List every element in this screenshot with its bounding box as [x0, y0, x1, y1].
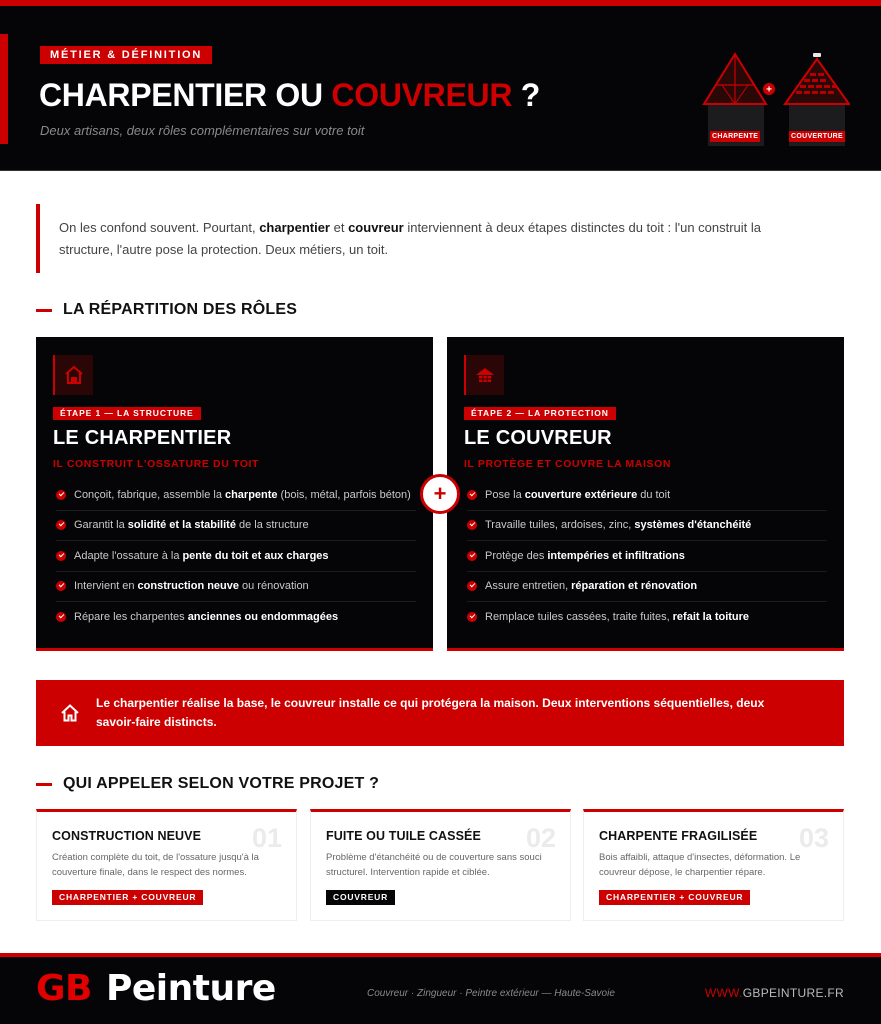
check-icon	[56, 612, 66, 622]
url-prefix: WWW.	[704, 986, 743, 1000]
role-list	[467, 480, 827, 633]
website-link[interactable]	[705, 986, 844, 1000]
intro-text: et	[330, 220, 349, 235]
role-tagline: IL CONSTRUIT L'OSSATURE DU TOIT	[53, 458, 260, 470]
list-item	[56, 480, 416, 511]
item-bold: réparation et rénovation	[571, 580, 698, 593]
section-dash	[36, 309, 52, 312]
role-card-charpentier	[36, 337, 433, 651]
plus-icon: +	[420, 474, 460, 514]
step-badge: ÉTAPE 2 — LA PROTECTION	[464, 407, 616, 420]
item-text: Intervient en	[74, 580, 135, 593]
item-text: Adapte l'ossature à la	[74, 549, 180, 562]
project-number: 01	[251, 823, 282, 853]
item-text: (bois, métal, parfois béton)	[280, 488, 411, 501]
home-outline-icon	[60, 703, 80, 723]
project-description: Problème d'étanchéité ou de couverture sans souci structurel. Intervention rapide et ciblée.	[326, 852, 542, 878]
check-icon	[56, 551, 66, 561]
intro-text: interviennent à deux étapes distinctes du toit : l'un construit la structure, l'autre pose la protection. Deux métiers, un toit.	[59, 220, 762, 257]
charpente-label: CHARPENTE	[712, 133, 759, 140]
item-text: ou rénovation	[242, 580, 309, 593]
step-badge: ÉTAPE 1 — LA STRUCTURE	[53, 407, 201, 420]
item-bold: anciennes ou endommagées	[187, 611, 339, 624]
item-bold: couverture extérieure	[524, 488, 638, 501]
item-text: Garantit la	[74, 519, 125, 532]
item-text: Pose la	[485, 488, 522, 501]
list-item	[56, 572, 416, 603]
check-icon	[467, 520, 477, 530]
list-item	[467, 541, 827, 572]
check-icon	[467, 490, 477, 500]
item-bold: solidité et la stabilité	[127, 519, 236, 532]
item-text: du toit	[640, 488, 671, 501]
list-item	[56, 511, 416, 542]
item-bold: systèmes d'étanchéité	[634, 519, 752, 532]
section-dash	[36, 783, 52, 786]
url-domain: GBPEINTURE.FR	[742, 986, 844, 1000]
project-card-construction	[36, 809, 297, 921]
house-garage-icon	[53, 355, 93, 395]
intro-paragraph	[36, 204, 796, 273]
section-title-text: QUI APPELER SELON VOTRE PROJET ?	[63, 775, 380, 792]
check-icon	[56, 581, 66, 591]
summary-banner	[36, 680, 844, 746]
check-icon	[467, 612, 477, 622]
item-text: de la structure	[238, 519, 309, 532]
check-icon	[467, 581, 477, 591]
list-item	[56, 602, 416, 633]
project-badge: CHARPENTIER + COUVREUR	[599, 890, 750, 905]
item-text: Protège des	[485, 549, 545, 562]
list-item	[56, 541, 416, 572]
roof-illustration	[700, 50, 850, 150]
item-text: Travaille tuiles, ardoises, zinc,	[485, 519, 632, 532]
page-footer	[0, 953, 881, 1024]
check-icon	[56, 520, 66, 530]
project-number: 03	[798, 823, 829, 853]
couverture-label: COUVERTURE	[791, 133, 844, 140]
item-bold: construction neuve	[137, 580, 240, 593]
project-number: 02	[525, 823, 556, 853]
project-card-fuite	[310, 809, 571, 921]
list-item	[467, 602, 827, 633]
item-bold: refait la toiture	[672, 611, 750, 624]
item-bold: pente du toit et aux charges	[182, 549, 329, 562]
item-text: Conçoit, fabrique, assemble la	[74, 488, 222, 501]
intro-bold-charpentier: charpentier	[259, 220, 330, 235]
svg-text:+: +	[766, 84, 772, 96]
item-bold: intempéries et infiltrations	[547, 549, 685, 562]
banner-text: Le charpentier réalise la base, le couvreur installe ce qui protégera la maison. Deux interventions séquentielles, deux savoir-faire distincts.	[96, 696, 765, 729]
role-card-couvreur	[447, 337, 844, 651]
section-title-roles	[36, 301, 297, 319]
project-title: FUITE OU TUILE CASSÉE	[326, 829, 481, 843]
title-part2: ?	[512, 77, 540, 113]
eyebrow-badge: MÉTIER & DÉFINITION	[40, 46, 212, 64]
project-description: Bois affaibli, attaque d'insectes, déformation. Le couvreur dépose, le charpentier répare.	[599, 852, 801, 878]
role-name: LE COUVREUR	[464, 427, 612, 449]
role-list	[56, 480, 416, 633]
project-title: CONSTRUCTION NEUVE	[52, 829, 202, 843]
item-bold: charpente	[224, 488, 278, 501]
title-accent: COUVREUR	[331, 77, 513, 113]
item-text: Répare les charpentes	[74, 611, 185, 624]
page-title	[39, 77, 540, 114]
section-title-projects	[36, 775, 379, 793]
role-tagline: IL PROTÈGE ET COUVRE LA MAISON	[464, 458, 672, 470]
page-header	[0, 0, 881, 171]
logo-gb: GB	[36, 968, 92, 1009]
header-accent-bar	[0, 34, 8, 144]
check-icon	[56, 490, 66, 500]
page-subtitle: Deux artisans, deux rôles complémentaires sur votre toit	[40, 123, 365, 138]
check-icon	[467, 551, 477, 561]
brand-logo[interactable]	[36, 968, 276, 1009]
roof-tiles-icon	[464, 355, 504, 395]
list-item	[467, 572, 827, 603]
section-title-text: LA RÉPARTITION DES RÔLES	[63, 301, 298, 318]
list-item	[467, 511, 827, 542]
title-part1: CHARPENTIER OU	[39, 77, 332, 113]
list-item	[467, 480, 827, 511]
footer-tagline: Couvreur · Zingueur · Peintre extérieur — Haute-Savoie	[367, 988, 615, 999]
project-description: Création complète du toit, de l'ossature jusqu'à la couverture finale, dans le respect des normes.	[52, 852, 259, 878]
project-title: CHARPENTE FRAGILISÉE	[599, 829, 758, 843]
project-card-charpente	[583, 809, 844, 921]
role-name: LE CHARPENTIER	[53, 427, 232, 449]
project-badge: CHARPENTIER + COUVREUR	[52, 890, 203, 905]
intro-bold-couvreur: couvreur	[348, 220, 404, 235]
item-text: Assure entretien,	[485, 580, 569, 593]
intro-text: On les confond souvent. Pourtant,	[59, 220, 260, 235]
logo-name: Peinture	[106, 968, 276, 1009]
item-text: Remplace tuiles cassées, traite fuites,	[485, 611, 670, 624]
project-badge: COUVREUR	[326, 890, 395, 905]
